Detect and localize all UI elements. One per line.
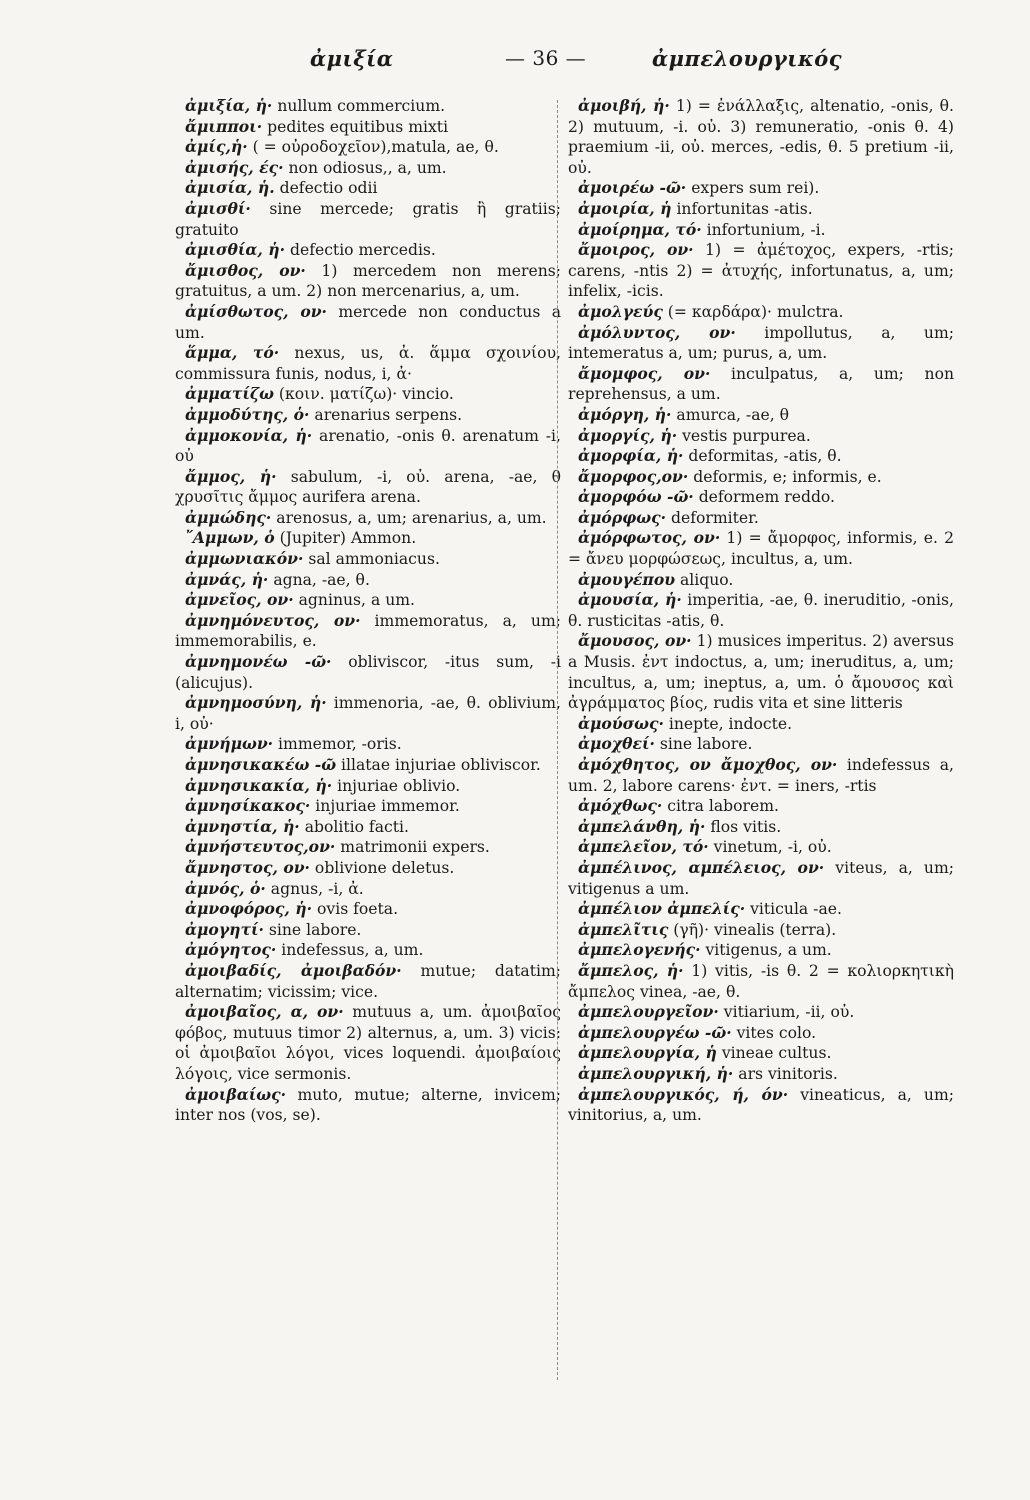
entry-headword: ἄμισθος, ον· [185,260,306,280]
entry-headword: ἀμοίρημα, τό· [578,219,702,239]
right-column [568,96,954,1126]
entry-definition: ovis foeta. [312,900,399,919]
entry-definition: immemoratus, a, um; immemorabilis, e. [175,611,561,651]
entry-headword: ἄμοιρος, ον· [578,240,694,260]
entry-headword: ἄμομφος, ον· [578,363,711,383]
dictionary-entry [175,776,561,797]
dictionary-entry [175,426,561,467]
dictionary-entry [568,178,954,199]
dictionary-entry [568,1043,954,1064]
entry-headword: ἀμνημόνευτος, ον· [185,610,361,630]
dictionary-entry [175,117,561,138]
entry-headword: ἀμπελεῖον, τό· [578,837,709,857]
entry-headword: ἀμογητί· [185,919,264,939]
entry-definition: vinetum, -i, οὐ. [708,838,832,857]
entry-definition: sine labore. [263,920,362,939]
entry-definition: arenatio, -onis θ. arenatum -i, οὐ [175,426,561,466]
entry-headword: ἀμοιβαδίς, ἀμοιβαδόν· [185,960,402,980]
dictionary-entry [568,426,954,447]
entry-definition: (= καρδάρα)· mulctra. [662,302,844,321]
dictionary-entry [568,302,954,323]
entry-definition: sine mercede; gratis ἢ gratiis; gratuito [175,199,561,239]
entry-definition: sal ammoniacus. [303,550,440,569]
entry-headword: ἀμμώδης· [185,507,272,527]
entry-headword: ἀμόργη, ἡ· [578,404,672,424]
entry-definition: injuriae immemor. [310,797,460,816]
entry-definition: viteus, a, um; vitigenus a um. [568,858,954,898]
entry-headword: ῎Αμμων, ὁ [185,528,275,548]
entry-headword: ἄμιπποι· [185,116,263,136]
dictionary-entry [175,570,561,591]
entry-headword: ἀμπελάνθη, ἡ· [578,816,706,836]
dictionary-entry [568,220,954,241]
entry-headword: ἀμισία, ἡ. [185,178,275,198]
entry-headword: ἀμνοφόρος, ἡ· [185,899,313,919]
header-last-word: ἀμπελουργικός [652,46,842,71]
dictionary-entry [568,590,954,631]
entry-definition: nexus, us, ἀ. ἅμμα σχοινίου, commissura funis, nodus, i, ἀ· [175,344,562,383]
entry-headword: ἀμμωνιακόν· [185,549,304,569]
entry-definition: non odiosus,, a, um. [283,158,447,177]
entry-definition: defectio mercedis. [285,241,436,260]
dictionary-entry [175,1002,561,1084]
entry-headword: ἀμνησικακέω -ῶ [185,755,337,774]
dictionary-entry [568,961,954,1002]
entry-headword: ἀμορφόω -ῶ· [578,487,694,507]
entry-definition: vestis purpurea. [677,426,811,445]
entry-headword: ἀμίσθωτος, ον· [185,301,327,321]
entry-definition: indefessus a, um. 2, labore carens· ἐντ. = iners, -rtis [568,756,954,795]
dictionary-entry [175,96,561,117]
dictionary-entry [175,137,561,158]
dictionary-entry [568,920,954,941]
entry-headword: ἀμνάς, ἡ· [185,569,269,589]
dictionary-entry [175,755,561,776]
entry-definition: deformitas, -atis, θ. [683,447,842,466]
entry-definition: defectio odii [274,179,378,198]
entry-headword: ἀμνημοσύνη, ἡ· [185,693,327,713]
entry-definition: abolitio facti. [299,817,409,836]
entry-headword: ἀμπελουργέω -ῶ· [578,1022,732,1042]
dictionary-entry [175,940,561,961]
entry-definition: deformis, e; informis, e. [688,467,882,486]
entry-headword: ἀμπελουργία, ἡ [578,1043,717,1063]
entry-headword: ἀμπελουργεῖον· [578,1002,719,1022]
entry-definition: deformem reddo. [693,488,835,507]
dictionary-entry [175,590,561,611]
entry-headword: ἀμνεῖος, ον· [185,590,294,610]
entry-headword: ἀμοχθεί· [578,734,655,754]
dictionary-entry [568,405,954,426]
dictionary-entry [568,837,954,858]
entry-definition: impollutus, a, um; intemeratus a, um; purus, a, um. [568,323,954,363]
entry-definition: muto, mutue; alterne, invicem; inter nos (vos, se). [175,1085,561,1125]
entry-headword: ἀμοργίς, ἡ· [578,425,678,445]
dictionary-entry [175,240,561,261]
entry-definition: 1) = ἐνάλλαξις, altenatio, -onis, θ. 2) mutuum, -i. οὐ. 3) remuneratio, -onis θ. 4) praemium -ii, οὐ. merces, -edis, θ. 5 pretium -ii, οὐ. [568,97,954,177]
dictionary-entry [568,570,954,591]
dictionary-entry [175,611,561,652]
entry-definition: vineae cultus. [716,1044,832,1063]
dictionary-entry [568,796,954,817]
dictionary-entry [175,549,561,570]
entry-definition: ars vinitoris. [733,1064,838,1083]
entry-headword: ἀμολγεύς [578,301,663,321]
entry-headword: ἀμνησίκακος· [185,796,311,816]
dictionary-entry [568,1023,954,1044]
entry-headword: ἀμορφία, ἡ· [578,446,684,466]
entry-definition: (κοιν. ματίζω)· vincio. [273,385,454,404]
entry-headword: ἀμπελῖτις [578,919,669,939]
dictionary-entry [175,652,561,693]
entry-definition: pedites equitibus mixti [262,117,449,136]
entry-headword: ἀμνηστία, ἡ· [185,816,300,836]
entry-headword: ἀμοιρέω -ῶ· [578,178,687,198]
dictionary-entry [568,528,954,569]
entry-headword: ἄμνηστος, ον· [185,857,310,877]
entry-definition: matrimonii expers. [335,838,490,857]
entry-definition: sabulum, -i, οὐ. arena, -ae, θ χρυσῖτις ἄμμος aurifera arena. [175,467,561,507]
entry-definition: flos vitis. [705,817,782,836]
entry-definition: infortunitas -atis. [671,199,813,218]
dictionary-entry [568,487,954,508]
dictionary-entry [568,96,954,178]
entry-headword: ἀμπελογενής· [578,940,701,960]
entry-definition: illatae injuriae obliviscor. [336,756,541,774]
dictionary-entry [568,364,954,405]
entry-definition: amurca, -ae, θ [671,405,790,424]
dictionary-entry [568,323,954,364]
dictionary-entry [568,199,954,220]
entry-headword: ἀμπέλιον ἀμπελίς· [578,899,746,919]
dictionary-entry [568,508,954,529]
column-divider [557,100,559,1380]
dictionary-entry [568,631,954,713]
entry-definition: viticula -ae. [745,900,842,919]
entry-definition: vites colo. [731,1023,817,1042]
entry-headword: ἀμουγέπου [578,569,676,589]
entry-definition: 1) mercedem non merens; gratuitus, a um. 2) non mercenarius, a, um. [175,261,562,301]
entry-definition: sine labore. [654,735,753,754]
entry-headword: ἀμνός, ὁ· [185,878,266,898]
entry-headword: ἀμοιβαίως· [185,1084,287,1104]
dictionary-entry [175,879,561,900]
dictionary-entry [568,940,954,961]
entry-definition: indefessus, a, um. [276,941,424,960]
dictionary-entry [175,693,561,734]
entry-headword: ἀμόχθητος, ον ἄμοχθος, ον· [578,755,838,774]
entry-headword: ἀμιξία, ἡ· [185,96,273,115]
dictionary-entry [175,343,561,384]
entry-definition: (Jupiter) Ammon. [274,529,417,548]
entry-definition: vitigenus, a um. [700,941,832,960]
entry-definition: expers sum rei). [686,179,820,198]
entry-definition: deformiter. [666,508,759,527]
entry-headword: ἀμόλυντος, ον· [578,322,736,342]
entry-definition: agnus, -i, ἀ. [265,879,364,898]
entry-definition: 1) vitis, -is θ. 2 = κολιορκητικὴ ἄμπελος vinea, -ae, θ. [568,961,954,1001]
entry-headword: ἀμμοδύτης, ὁ· [185,404,310,424]
dictionary-entry [175,961,561,1002]
entry-definition: arenarius serpens. [309,405,463,424]
entry-headword: ἀμισθία, ἡ· [185,240,286,260]
entry-headword: ἀμόρφωτος, ον· [578,528,721,548]
entry-headword: ἀμόχθως· [578,796,663,816]
dictionary-entry [175,796,561,817]
entry-headword: ἀμνημονέω -ῶ· [185,652,332,672]
entry-headword: ἀμούσως· [578,713,664,733]
entry-headword: ἄμμος, ἡ· [185,466,277,486]
entry-headword: ἀμοιρία, ἡ [578,198,672,218]
entry-definition: 1) = ἄμορφος, informis, e. 2 = ἄνευ μορφώσεως, incultus, a, um. [568,529,954,569]
entry-headword: ἀμόρφως· [578,507,667,527]
dictionary-entry [568,446,954,467]
entry-definition: citra laborem. [662,797,779,816]
dictionary-entry [175,158,561,179]
dictionary-entry [175,261,561,302]
entry-headword: ἀμίς,ἡ· [185,137,248,157]
entry-headword: ἄμορφος,ον· [578,466,689,486]
dictionary-entry [175,734,561,755]
entry-headword: ἀμπέλινος, αμπέλειος, ον· [578,857,825,877]
entry-definition: (γῆ)· vinealis (terra). [668,920,837,939]
entry-definition: imperitia, -ae, θ. ineruditio, -onis, θ. rusticitas -atis, θ. [568,591,954,630]
dictionary-entry [175,302,561,343]
entry-definition: immemor, -oris. [273,735,402,754]
entry-definition: ( = οὐροδοχεῖον),matula, ae, θ. [247,138,499,157]
entry-headword: ἀμουσία, ἡ· [578,590,682,610]
dictionary-entry [175,178,561,199]
dictionary-entry [175,1085,561,1126]
entry-definition: obliviscor, -itus sum, -i (alicujus). [175,653,561,692]
entry-definition: mercede non conductus a um. [175,302,561,342]
dictionary-entry [568,240,954,302]
entry-headword: ἀμματίζω [185,384,274,404]
dictionary-entry [568,899,954,920]
dictionary-entry [175,384,561,405]
dictionary-entry [568,1085,954,1126]
entry-headword: ἀμόγητος· [185,940,277,960]
dictionary-entry [175,817,561,838]
entry-headword: ἀμοιβαῖος, α, ον· [185,1002,344,1022]
entry-headword: ἅμμα, τό· [185,343,280,363]
dictionary-entry [175,899,561,920]
dictionary-entry [568,858,954,899]
dictionary-entry [175,858,561,879]
dictionary-entry [568,734,954,755]
dictionary-entry [568,755,954,796]
dictionary-entry [568,817,954,838]
dictionary-entry [175,920,561,941]
dictionary-entry [175,199,561,240]
header-first-word: ἀμιξία [310,46,394,71]
entry-headword: ἄμπελος, ἡ· [578,960,684,980]
dictionary-entry [175,508,561,529]
entry-headword: ἀμμοκονία, ἡ· [185,425,313,445]
entry-definition: injuriae oblivio. [332,776,461,795]
entry-definition: immenoria, -ae, θ. oblivium, i, οὐ· [175,694,561,733]
left-column [175,96,561,1126]
entry-headword: ἀμνήστευτος,ον· [185,837,336,857]
entry-definition: 1) = ἀμέτοχος, expers, -rtis; carens, -ntis 2) = ἀτυχής, infortunatus, a, um; infelix, -icis. [568,241,954,301]
entry-headword: ἄμουσος, ον· [578,631,692,651]
entry-headword: ἀμισής, ές· [185,157,284,177]
entry-definition: agninus, a um. [293,591,415,610]
entry-definition: 1) musices imperitus. 2) aversus a Musis. ἐντ indoctus, a, um; ineruditus, a, um; incultus, a, um; ineptus, a, um. ὁ ἄμουσος καὶ ἀγράμματος βίος, rudis vita et sine litteris [568,632,954,713]
entry-definition: aliquo. [675,570,734,589]
entry-definition: inepte, indocte. [663,714,793,733]
entry-headword: ἀμπελουργική, ἡ· [578,1063,734,1083]
entry-headword: ἀμπελουργικός, ή, όν· [578,1084,789,1104]
dictionary-entry [568,714,954,735]
dictionary-entry [568,467,954,488]
dictionary-entry [568,1064,954,1085]
dictionary-entry [175,528,561,549]
page-header [0,46,1030,86]
entry-definition: mutue; datatim; alternatim; vicissim; vice. [175,961,562,1001]
entry-definition: infortunium, -i. [701,220,826,239]
entry-definition: oblivione deletus. [309,858,455,877]
dictionary-entry [175,837,561,858]
entry-headword: ἀμνησικακία, ἡ· [185,775,333,795]
entry-definition: nullum commercium. [272,97,446,115]
entry-definition: vitiarium, -ii, οὐ. [718,1003,855,1022]
dictionary-entry [175,467,561,508]
entry-headword: ἀμισθί· [185,198,251,218]
entry-definition: agna, -ae, θ. [268,570,370,589]
entry-definition: mutuus a, um. ἀμοιβαῖος φόβος, mutuus timor 2) alternus, a, um. 3) vicis: οἱ ἀμοιβαῖοι λόγοι, vices loquendi. ἀμοιβαίοις λόγοις, vice sermonis. [175,1003,561,1083]
entry-headword: ἀμοιβή, ἡ· [578,96,670,115]
page-number: — 36 — [505,46,587,70]
entry-headword: ἀμνήμων· [185,734,274,754]
entry-definition: vineaticus, a, um; vinitorius, a, um. [568,1085,954,1125]
dictionary-entry [175,405,561,426]
entry-definition: arenosus, a, um; arenarius, a, um. [271,508,547,527]
entry-definition: inculpatus, a, um; non reprehensus, a um. [568,364,954,404]
dictionary-entry [568,1002,954,1023]
